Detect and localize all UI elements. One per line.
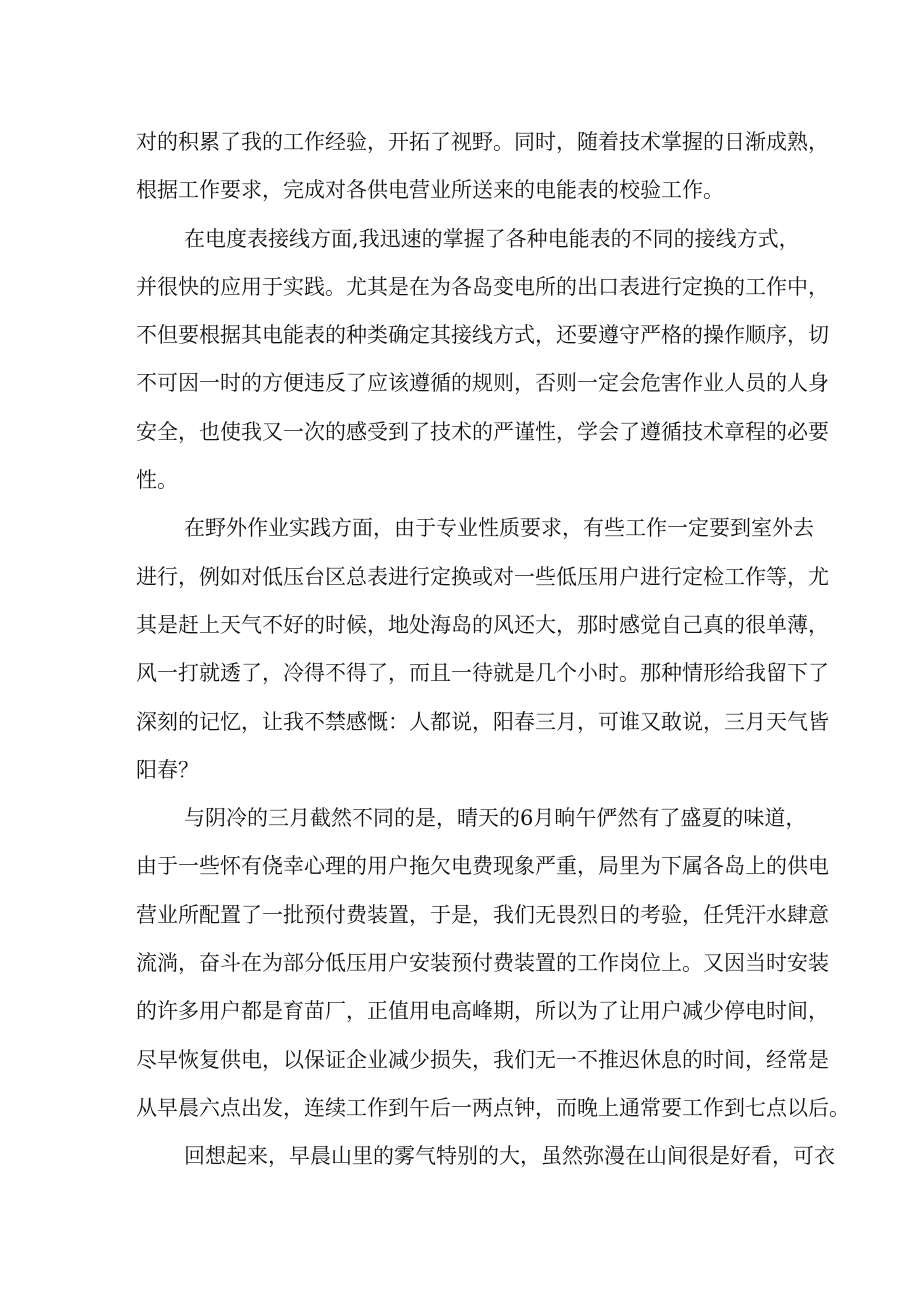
text-line: 从早晨六点出发，连续工作到午后一两点钟，而晚上通常要工作到七点以后。: [136, 1095, 850, 1120]
text-line: 营业所配置了一批预付费装置，于是，我们无畏烈日的考验，任凭汗水肆意: [136, 902, 829, 927]
text-line: 阳春？: [136, 757, 199, 782]
document-body: [136, 118, 850, 1181]
text-line: 不可因一时的方便违反了应该遵循的规则，否则一定会危害作业人员的人身: [136, 371, 829, 396]
paragraph: [136, 794, 850, 1132]
text-line: 尽早恢复供电，以保证企业减少损失，我们无一不推迟休息的时间，经常是: [136, 1047, 829, 1072]
text-line: 进行，例如对低压台区总表进行定换或对一些低压用户进行定检工作等，尤: [136, 564, 829, 589]
text-line: 性。: [136, 468, 178, 493]
text-line: 与阴冷的三月截然不同的是，晴天的6月晌午俨然有了盛夏的味道，: [184, 806, 807, 831]
text-line: 其是赶上天气不好的时候，地处海岛的风还大，那时感觉自己真的很单薄，: [136, 612, 829, 637]
text-line: 回想起来，早晨山里的雾气特别的大，虽然弥漫在山间很是好看，可衣: [184, 1144, 835, 1169]
text-line: 的许多用户都是育苗厂，正值用电高峰期，所以为了让用户减少停电时间，: [136, 999, 829, 1024]
paragraph: [136, 118, 829, 215]
paragraph: [136, 504, 829, 794]
text-line: 在电度表接线方面,我迅速的掌握了各种电能表的不同的接线方式，: [184, 226, 800, 251]
paragraph: [136, 1132, 835, 1180]
text-line: 不但要根据其电能表的种类确定其接线方式，还要遵守严格的操作顺序，切: [136, 323, 829, 348]
text-line: 对的积累了我的工作经验，开拓了视野。同时，随着技术掌握的日渐成熟，: [136, 130, 829, 154]
text-line: 并很快的应用于实践。尤其是在为各岛变电所的出口表进行定换的工作中，: [136, 274, 829, 299]
text-line: 流淌，奋斗在为部分低压用户安装预付费装置的工作岗位上。又因当时安装: [136, 951, 829, 976]
text-line: 安全，也使我又一次的感受到了技术的严谨性，学会了遵循技术章程的必要: [136, 419, 829, 444]
text-line: 在野外作业实践方面，由于专业性质要求，有些工作一定要到室外去: [184, 516, 814, 541]
paragraph: [136, 215, 829, 505]
text-line: 深刻的记忆，让我不禁感慨：人都说，阳春三月，可谁又敢说，三月天气皆: [136, 709, 829, 734]
text-line: 由于一些怀有侥幸心理的用户拖欠电费现象严重，局里为下属各岛上的供电: [136, 854, 829, 879]
text-line: 根据工作要求，完成对各供电营业所送来的电能表的校验工作。: [136, 178, 724, 203]
text-line: 风一打就透了，冷得不得了，而且一待就是几个小时。那种情形给我留下了: [136, 661, 829, 686]
